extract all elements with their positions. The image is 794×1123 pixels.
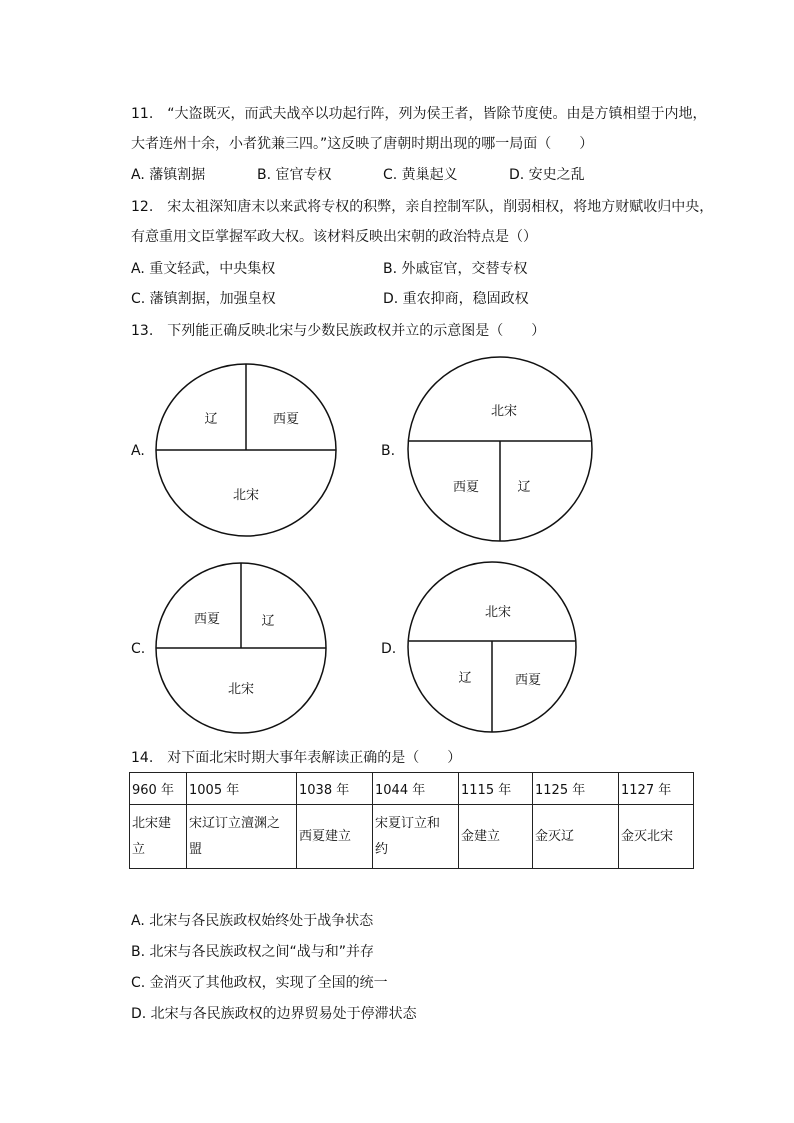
event-cell — [459, 805, 533, 869]
event-text: 西夏建立 — [299, 828, 352, 844]
diagram-b-region-2: 西夏 — [452, 480, 480, 495]
events-timeline-table — [129, 772, 694, 869]
diagram-b-region-1: 北宋 — [490, 404, 518, 419]
q13-option-d-label[interactable]: D. — [381, 641, 397, 657]
diagram-d-region-3: 西夏 — [514, 673, 542, 688]
event-cell — [297, 805, 373, 869]
q13-diagram-c[interactable] — [154, 561, 336, 735]
q11-option-d[interactable]: D. 安史之乱 — [509, 167, 585, 183]
diagram-a-region-3: 北宋 — [232, 488, 260, 503]
q11-option-c[interactable]: C. 黄巢起义 — [383, 167, 458, 183]
q12-stem-line2: 有意重用文臣掌握军政大权。该材料反映出宋朝的政治特点是（） — [131, 229, 537, 245]
diagram-c-region-2: 辽 — [261, 614, 275, 629]
q14-option-c[interactable]: C. 金消灭了其他政权，实现了全国的统一 — [131, 975, 388, 991]
event-text: 立 — [132, 841, 146, 857]
q12-option-c[interactable]: C. 藩镇割据，加强皇权 — [131, 291, 276, 307]
year-cell: 1115 年 — [459, 773, 533, 805]
diagram-d-region-1: 北宋 — [484, 605, 512, 620]
q12-option-b[interactable]: B. 外戚宦官，交替专权 — [383, 261, 528, 277]
q13-diagram-b[interactable] — [406, 355, 594, 543]
q14-option-d[interactable]: D. 北宋与各民族政权的边界贸易处于停滞状态 — [131, 1006, 417, 1022]
diagram-a-region-2: 西夏 — [272, 412, 300, 427]
q11-stem-line1: 11. “大盗既灭，而武夫战卒以功起行阵，列为侯王者，皆除节度使。由是方镇相望于内地， — [131, 106, 707, 122]
event-cell — [619, 805, 694, 869]
diagram-d-region-2: 辽 — [458, 671, 472, 686]
table-row — [130, 805, 694, 869]
event-cell — [187, 805, 297, 869]
event-text: 约 — [375, 841, 389, 857]
q13-diagram-a[interactable] — [154, 362, 338, 538]
year-cell: 960 年 — [130, 773, 187, 805]
event-text: 宋辽订立澶渊之 — [189, 815, 281, 831]
q14-option-a[interactable]: A. 北宋与各民族政权始终处于战争状态 — [131, 913, 374, 929]
q14-option-b[interactable]: B. 北宋与各民族政权之间“战与和”并存 — [131, 944, 375, 960]
diagram-c-region-3: 北宋 — [227, 682, 255, 697]
event-cell — [130, 805, 187, 869]
year-cell: 1125 年 — [533, 773, 619, 805]
q13-option-a-label[interactable]: A. — [131, 443, 145, 459]
diagram-a-region-1: 辽 — [204, 412, 218, 427]
event-text: 盟 — [189, 841, 203, 857]
year-cell: 1044 年 — [373, 773, 459, 805]
diagram-b-region-3: 辽 — [517, 480, 531, 495]
q11-option-b[interactable]: B. 宦官专权 — [257, 167, 332, 183]
event-text: 金灭北宋 — [621, 828, 674, 844]
event-text: 北宋建 — [132, 815, 172, 831]
year-cell: 1005 年 — [187, 773, 297, 805]
q13-stem: 13. 下列能正确反映北宋与少数民族政权并立的示意图是（ ） — [131, 323, 546, 339]
event-text: 金灭辽 — [535, 828, 575, 844]
q12-option-d[interactable]: D. 重农抑商，稳固政权 — [383, 291, 529, 307]
q11-stem-line2: 大者连州十余，小者犹兼三四。”这反映了唐朝时期出现的哪一局面（ ） — [131, 136, 594, 152]
q11-option-a[interactable]: A. 藩镇割据 — [131, 167, 206, 183]
event-cell — [533, 805, 619, 869]
q12-option-a[interactable]: A. 重文轻武，中央集权 — [131, 261, 276, 277]
q13-option-b-label[interactable]: B. — [381, 443, 396, 459]
event-text: 宋夏订立和 — [375, 815, 441, 831]
q14-stem: 14. 对下面北宋时期大事年表解读正确的是（ ） — [131, 750, 462, 766]
q12-stem-line1: 12. 宋太祖深知唐末以来武将专权的积弊，亲自控制军队，削弱相权，将地方财赋收归中央， — [131, 199, 714, 215]
diagram-c-region-1: 西夏 — [193, 612, 221, 627]
year-cell: 1127 年 — [619, 773, 694, 805]
event-cell — [373, 805, 459, 869]
q13-diagram-d[interactable] — [406, 560, 578, 736]
q13-option-c-label[interactable]: C. — [131, 641, 146, 657]
table-row — [130, 773, 694, 805]
event-text: 金建立 — [461, 828, 501, 844]
year-cell: 1038 年 — [297, 773, 373, 805]
